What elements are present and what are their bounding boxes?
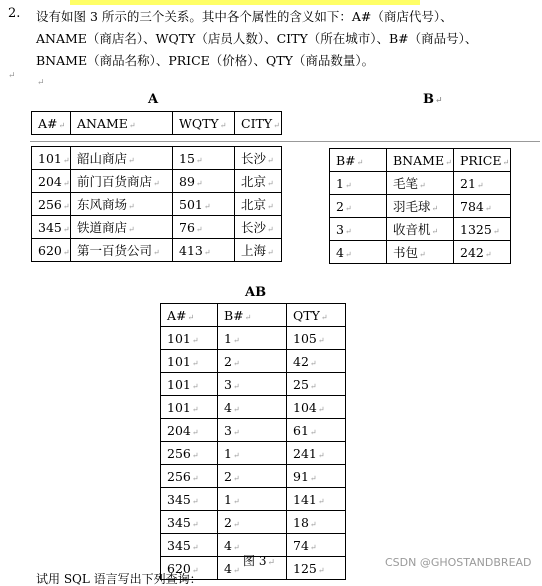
table-row <box>330 195 511 218</box>
table-cell: 241↵ <box>287 442 346 465</box>
table-cell: 256↵ <box>161 442 218 465</box>
paragraph-mark: ↵ <box>8 71 16 81</box>
cell-mark: ↵ <box>320 312 328 322</box>
cell-mark: ↵ <box>62 155 70 165</box>
cell-mark: ↵ <box>153 248 160 257</box>
cell-mark: ↵ <box>62 178 70 188</box>
cell-mark: ↵ <box>191 358 199 368</box>
cell-mark: ↵ <box>484 203 492 213</box>
table-cell: 242↵ <box>454 241 511 264</box>
cell-mark: ↵ <box>191 381 199 391</box>
table-cell: 345↵ <box>161 511 218 534</box>
table-header-row <box>161 304 346 327</box>
table-cell: 101↵ <box>161 373 218 396</box>
cell-mark: ↵ <box>191 565 199 575</box>
cell-mark: ↵ <box>62 201 70 211</box>
table-cell: 256↵ <box>32 193 71 216</box>
cell-mark: ↵ <box>267 202 274 211</box>
highlight-strip <box>70 0 420 5</box>
table-cell: 101↵ <box>32 147 71 170</box>
table-row <box>161 465 346 488</box>
cell-mark: ↵ <box>344 180 352 190</box>
figure-caption: 图 3↵ <box>243 554 275 568</box>
cell-mark: ↵ <box>419 181 426 190</box>
table-cell: 74↵ <box>287 534 346 557</box>
table-cell: 1↵ <box>330 172 387 195</box>
table-cell: 620↵ <box>32 239 71 262</box>
table-cell: 3↵ <box>218 373 287 396</box>
cell-mark: ↵ <box>191 519 199 529</box>
table-cell: 1↵ <box>218 488 287 511</box>
table-cell: 3↵ <box>330 218 387 241</box>
cell-mark: ↵ <box>317 404 325 414</box>
cell-mark: ↵ <box>309 381 317 391</box>
cell-mark: ↵ <box>62 224 70 234</box>
cell-mark: ↵ <box>153 179 160 188</box>
table-cell: 4↵ <box>218 396 287 419</box>
cell-mark: ↵ <box>195 155 203 165</box>
table-cell: BNAME↵ <box>387 149 454 172</box>
table-cell: 3↵ <box>218 419 287 442</box>
cell-mark: ↵ <box>62 247 70 257</box>
cell-mark: ↵ <box>492 226 500 236</box>
table-cell: 羽毛球↵ <box>387 195 454 218</box>
cell-mark: ↵ <box>267 225 274 234</box>
table-cell: 韶山商店↵ <box>71 147 173 170</box>
table-cell: 101↵ <box>161 350 218 373</box>
table-cell: 620↵ <box>161 557 218 580</box>
cell-mark: ↵ <box>419 250 426 259</box>
table-cell: 101↵ <box>161 396 218 419</box>
cell-mark: ↵ <box>309 519 317 529</box>
cell-mark: ↵ <box>191 335 199 345</box>
cell-mark: ↵ <box>195 224 203 234</box>
table-ab-title: AB <box>245 285 267 300</box>
watermark: CSDN @GHOSTANDBREAD <box>385 556 532 569</box>
table-cell: 125↵ <box>287 557 346 580</box>
cell-mark: ↵ <box>232 381 240 391</box>
cell-mark: ↵ <box>232 519 240 529</box>
table-header-row <box>330 149 511 172</box>
table-a-body <box>31 146 282 262</box>
table-cell: 89↵ <box>173 170 235 193</box>
table-cell: 345↵ <box>32 216 71 239</box>
table-row <box>330 218 511 241</box>
table-cell: 345↵ <box>161 534 218 557</box>
table-cell: 北京↵ <box>235 193 282 216</box>
cell-mark: ↵ <box>476 180 484 190</box>
table-cell: 91↵ <box>287 465 346 488</box>
cell-mark: ↵ <box>317 335 325 345</box>
table-a-title: A <box>148 92 159 107</box>
cell-mark: ↵ <box>502 157 510 167</box>
cell-mark: ↵ <box>267 248 274 257</box>
table-cell: 北京↵ <box>235 170 282 193</box>
table-row <box>161 350 346 373</box>
table-cell: 长沙↵ <box>235 147 282 170</box>
table-cell: 4↵ <box>330 241 387 264</box>
table-cell: 18↵ <box>287 511 346 534</box>
table-cell: 42↵ <box>287 350 346 373</box>
cell-mark: ↵ <box>344 249 352 259</box>
cell-mark: ↵ <box>317 496 325 506</box>
table-cell: 长沙↵ <box>235 216 282 239</box>
cell-mark: ↵ <box>267 179 274 188</box>
cell-mark: ↵ <box>128 202 135 211</box>
table-row <box>32 239 282 262</box>
table-a-header <box>31 111 282 135</box>
table-cell: QTY↵ <box>287 304 346 327</box>
cell-mark: ↵ <box>232 473 240 483</box>
cell-mark: ↵ <box>344 226 352 236</box>
cell-mark: ↵ <box>191 450 199 460</box>
cell-mark: ↵ <box>191 404 199 414</box>
table-cell: 1↵ <box>218 442 287 465</box>
table-cell: 1↵ <box>218 327 287 350</box>
table-cell: 毛笔↵ <box>387 172 454 195</box>
cell-mark: ↵ <box>232 358 240 368</box>
cell-mark: ↵ <box>187 312 195 322</box>
table-cell: 101↵ <box>161 327 218 350</box>
table-cell: 76↵ <box>173 216 235 239</box>
table-cell: 104↵ <box>287 396 346 419</box>
table-row <box>161 511 346 534</box>
cell-mark: ↵ <box>232 427 240 437</box>
table-row <box>32 147 282 170</box>
table-cell: 21↵ <box>454 172 511 195</box>
table-row <box>161 488 346 511</box>
table-cell: 2↵ <box>218 350 287 373</box>
cell-mark: ↵ <box>445 157 452 167</box>
cell-mark: ↵ <box>195 178 203 188</box>
cell-mark: ↵ <box>317 565 325 575</box>
table-cell: B#↵ <box>218 304 287 327</box>
cell-mark: ↵ <box>309 473 317 483</box>
table-cell: 784↵ <box>454 195 511 218</box>
cell-mark: ↵ <box>191 542 199 552</box>
table-row <box>32 170 282 193</box>
table-cell: B#↵ <box>330 149 387 172</box>
cell-mark: ↵ <box>191 496 199 506</box>
question-line: BNAME（商品名称）、PRICE（价格）、QTY（商品数量）。 ↵ <box>36 53 375 88</box>
table-header-cell: A#↵ <box>32 112 71 135</box>
cell-mark: ↵ <box>267 156 274 165</box>
cell-mark: ↵ <box>309 358 317 368</box>
table-row <box>161 396 346 419</box>
table-cell: 第一百货公司↵ <box>71 239 173 262</box>
table-row <box>32 193 282 216</box>
table-b <box>329 148 511 264</box>
table-cell: 2↵ <box>218 465 287 488</box>
cell-mark: ↵ <box>309 542 317 552</box>
table-header-cell: WQTY↵ <box>173 112 235 135</box>
table-row <box>32 216 282 239</box>
table-cell: 413↵ <box>173 239 235 262</box>
table-cell: 前门百货商店↵ <box>71 170 173 193</box>
table-b-title: B↵ <box>423 92 443 107</box>
table-row <box>161 327 346 350</box>
next-line-text: 试用 SQL 语言写出下列查询： <box>36 572 202 586</box>
question-number: 2. <box>8 6 21 21</box>
cell-mark: ↵ <box>244 312 252 322</box>
table-cell: 25↵ <box>287 373 346 396</box>
table-cell: 书包↵ <box>387 241 454 264</box>
cell-mark: ↵ <box>232 404 240 414</box>
cell-mark: ↵ <box>232 542 240 552</box>
table-cell: 141↵ <box>287 488 346 511</box>
table-header-cell: ANAME↵ <box>71 112 173 135</box>
table-cell: 345↵ <box>161 488 218 511</box>
cell-mark: ↵ <box>191 427 199 437</box>
question-line: ANAME（商店名）、WQTY（店员人数）、CITY（所在城市）、B#（商品号）、 <box>36 31 478 46</box>
cell-mark: ↵ <box>128 225 135 234</box>
table-cell: 256↵ <box>161 465 218 488</box>
question-text <box>36 6 536 94</box>
cell-mark: ↵ <box>232 496 240 506</box>
table-cell: 204↵ <box>32 170 71 193</box>
table-cell: 铁道商店↵ <box>71 216 173 239</box>
cell-mark: ↵ <box>309 427 317 437</box>
table-row <box>161 419 346 442</box>
table-cell: PRICE↵ <box>454 149 511 172</box>
table-cell: 105↵ <box>287 327 346 350</box>
table-cell: 上海↵ <box>235 239 282 262</box>
table-cell: 1325↵ <box>454 218 511 241</box>
table-cell: A#↵ <box>161 304 218 327</box>
cell-mark: ↵ <box>317 450 325 460</box>
question-line: 设有如图 3 所示的三个关系。其中各个属性的含义如下：A#（商店代号）、 <box>36 9 453 24</box>
cell-mark: ↵ <box>484 249 492 259</box>
table-cell: 61↵ <box>287 419 346 442</box>
table-header-cell: CITY↵ <box>235 112 282 135</box>
table-row <box>330 241 511 264</box>
table-ab <box>160 303 346 580</box>
cell-mark: ↵ <box>191 473 199 483</box>
cell-mark: ↵ <box>232 450 240 460</box>
cell-mark: ↵ <box>431 227 439 236</box>
table-row <box>161 442 346 465</box>
table-cell: 2↵ <box>218 511 287 534</box>
table-cell: 2↵ <box>330 195 387 218</box>
table-row <box>330 172 511 195</box>
table-row <box>161 373 346 396</box>
cell-mark: ↵ <box>344 203 352 213</box>
cell-mark: ↵ <box>232 335 240 345</box>
cell-mark: ↵ <box>128 156 135 165</box>
table-cell: 204↵ <box>161 419 218 442</box>
cell-mark: ↵ <box>203 201 211 211</box>
table-cell: 收音机↵ <box>387 218 454 241</box>
cell-mark: ↵ <box>356 157 364 167</box>
table-cell: 4↵ <box>218 534 287 557</box>
table-cell: 15↵ <box>173 147 235 170</box>
section-divider <box>30 141 540 142</box>
cell-mark: ↵ <box>431 204 439 213</box>
table-cell: 4↵ <box>218 557 287 580</box>
cell-mark: ↵ <box>232 565 240 575</box>
table-cell: 501↵ <box>173 193 235 216</box>
table-cell: 东风商场↵ <box>71 193 173 216</box>
cell-mark: ↵ <box>203 247 211 257</box>
